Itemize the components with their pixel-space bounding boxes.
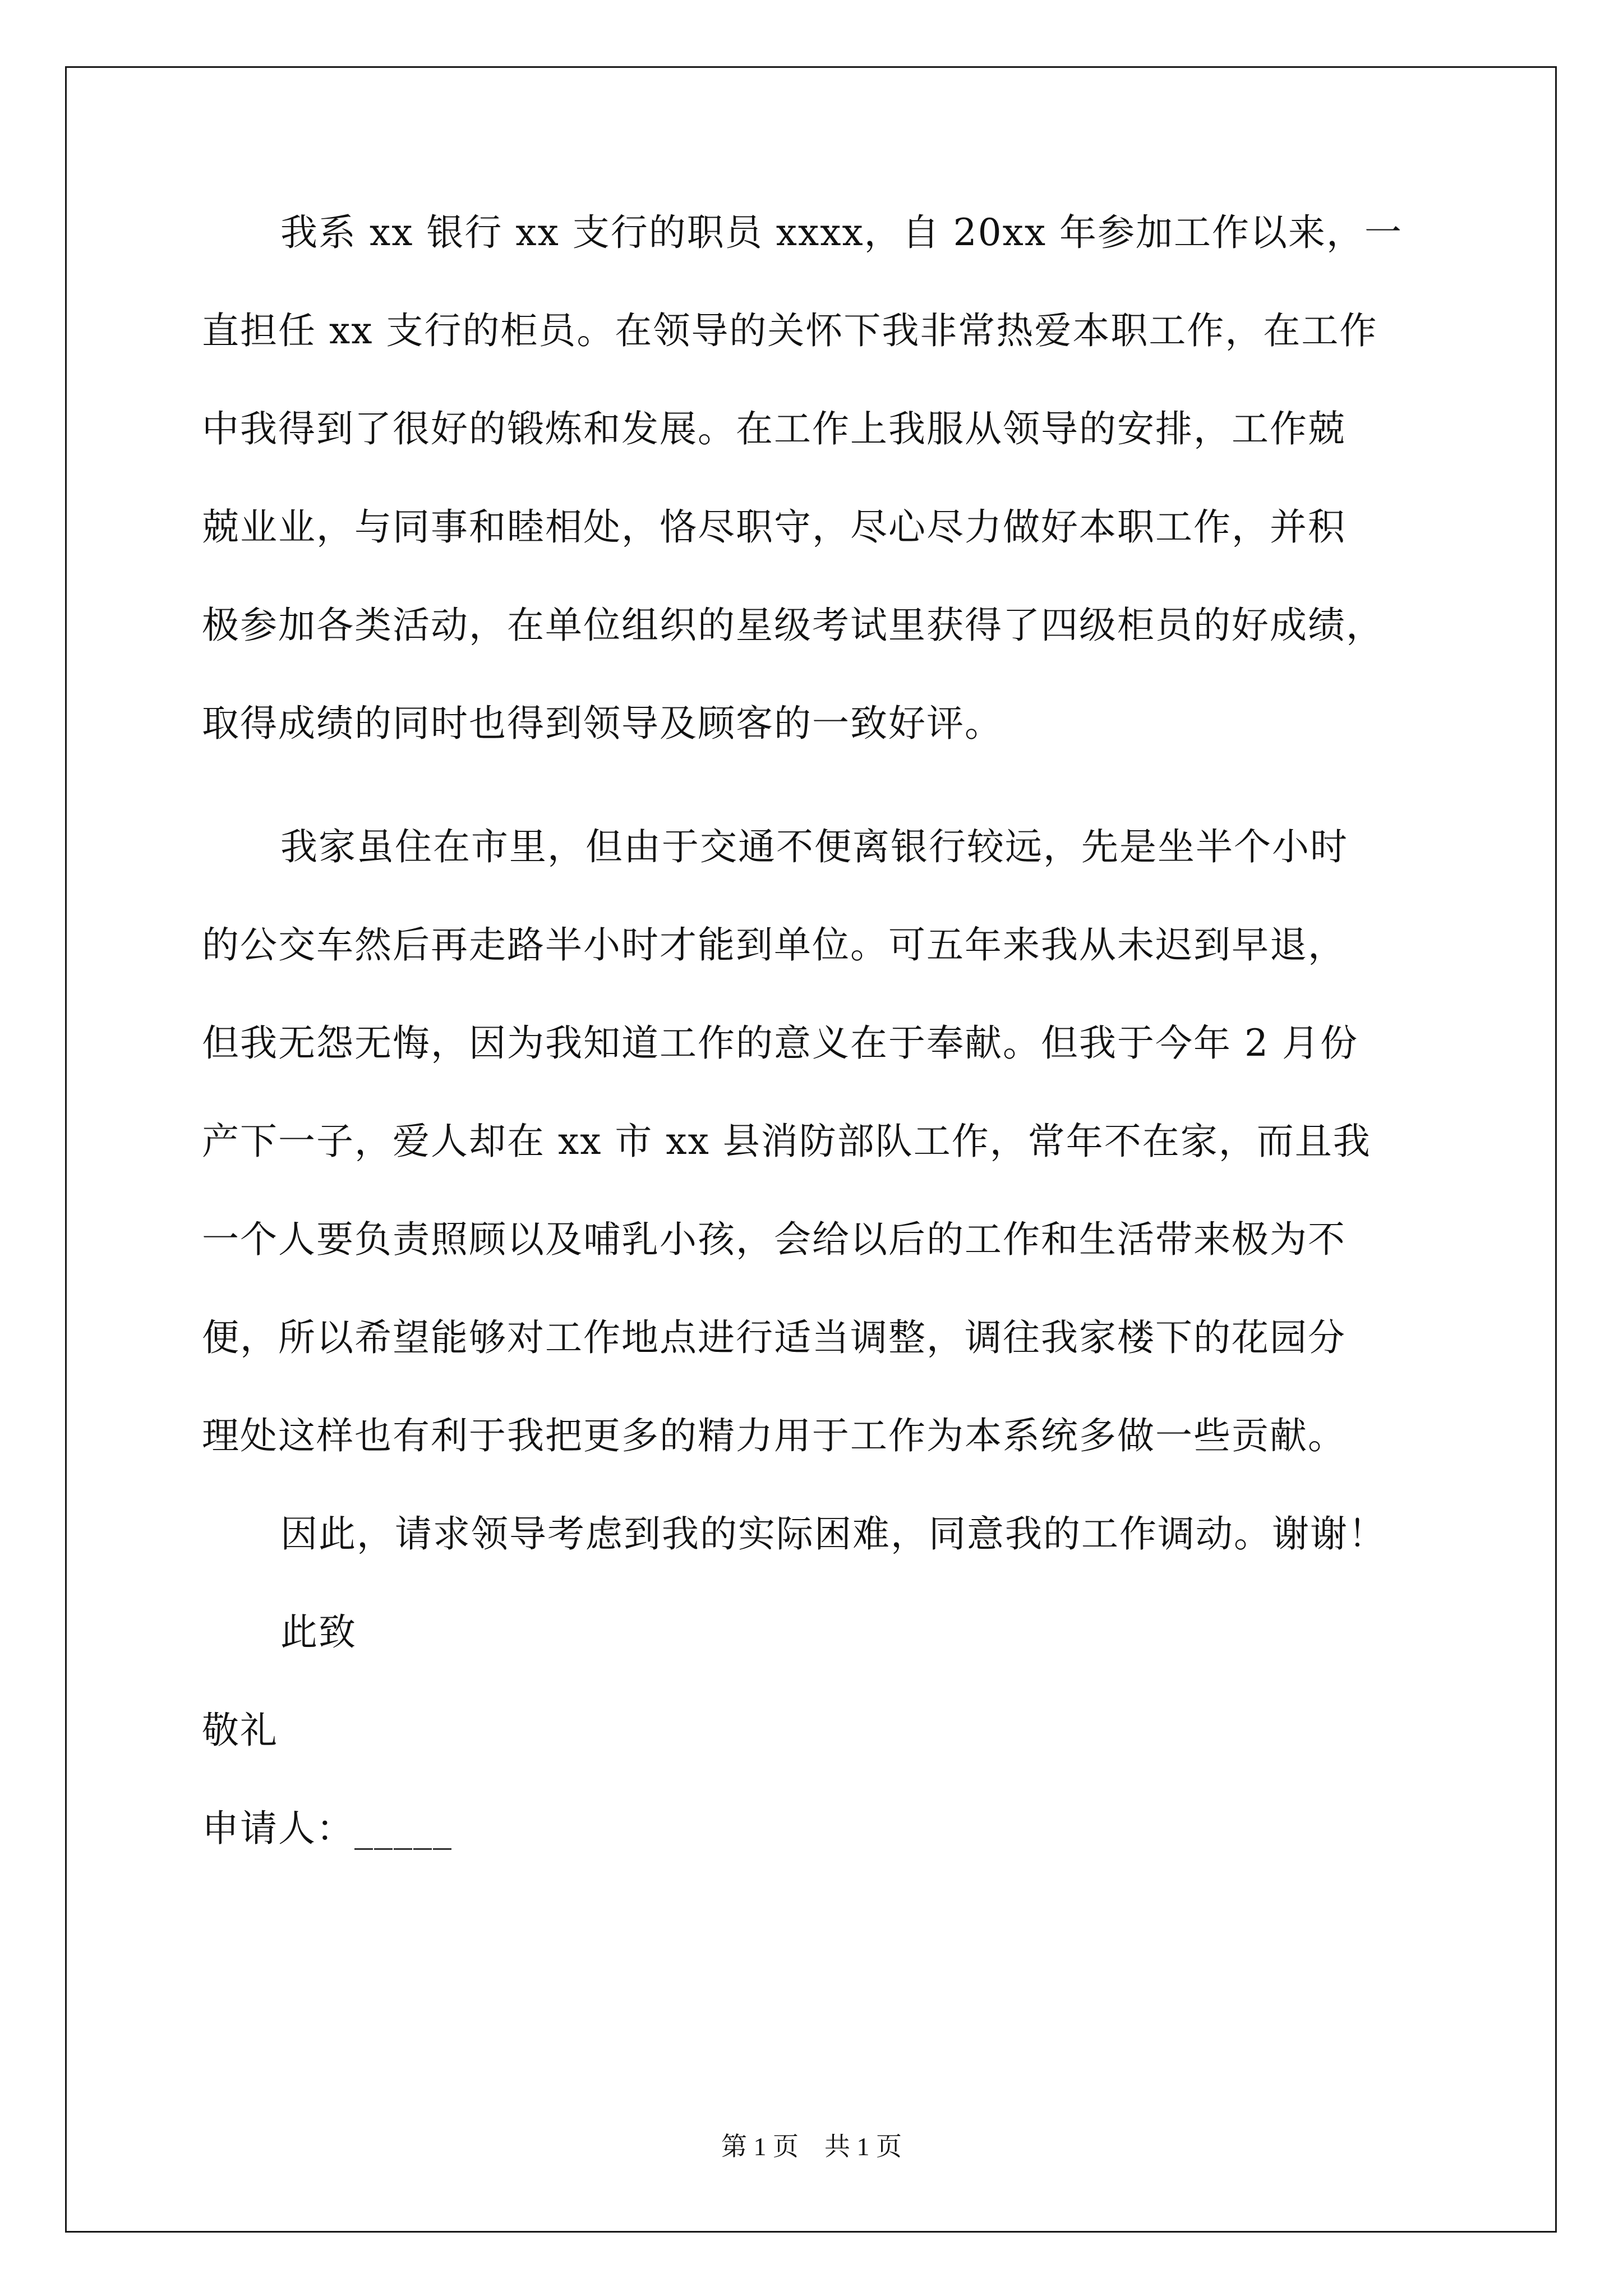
closing-salutation: 此致 <box>280 1611 357 1654</box>
paragraph-2-line-5: 一个人要负责照顾以及哺乳小孩，会给以后的工作和生活带来极为不 <box>202 1218 1346 1261</box>
paragraph-2-line-7: 理处这样也有利于我把更多的精力用于工作为本系统多做一些贡献。 <box>202 1414 1346 1457</box>
closing-regards: 敬礼 <box>202 1709 278 1752</box>
paragraph-1-line-6: 取得成绩的同时也得到领导及顾客的一致好评。 <box>202 702 1003 745</box>
paragraph-1-line-3: 中我得到了很好的锻炼和发展。在工作上我服从领导的安排，工作兢 <box>202 407 1346 450</box>
page-footer: 第 1 页 共 1 页 <box>721 2132 902 2161</box>
paragraph-2-line-4: 产下一子，爱人却在 xx 市 xx 县消防部队工作，常年不在家，而且我 <box>202 1120 1371 1163</box>
applicant-signature-line: 申请人：_____ <box>202 1807 453 1850</box>
paragraph-1-line-2: 直担任 xx 支行的柜员。在领导的关怀下我非常热爱本职工作，在工作 <box>202 309 1378 352</box>
paragraph-1-line-4: 兢业业，与同事和睦相处，恪尽职守，尽心尽力做好本职工作，并积 <box>202 505 1346 549</box>
paragraph-2-line-6: 便，所以希望能够对工作地点进行适当调整，调往我家楼下的花园分 <box>202 1316 1346 1359</box>
paragraph-2-line-1: 我家虽住在市里，但由于交通不便离银行较远，先是坐半个小时 <box>280 825 1348 868</box>
paragraph-2-line-2: 的公交车然后再走路半小时才能到单位。可五年来我从未迟到早退， <box>202 923 1346 967</box>
paragraph-1-line-5: 极参加各类活动，在单位组织的星级考试里获得了四级柜员的好成绩， <box>202 604 1384 647</box>
paragraph-2-line-3: 但我无怨无悔，因为我知道工作的意义在于奉献。但我于今年 2 月份 <box>202 1022 1358 1065</box>
paragraph-3-line-1: 因此，请求领导考虑到我的实际困难，同意我的工作调动。谢谢！ <box>280 1512 1386 1556</box>
paragraph-1-line-1: 我系 xx 银行 xx 支行的职员 xxxx，自 20xx 年参加工作以来，一 <box>280 211 1403 254</box>
